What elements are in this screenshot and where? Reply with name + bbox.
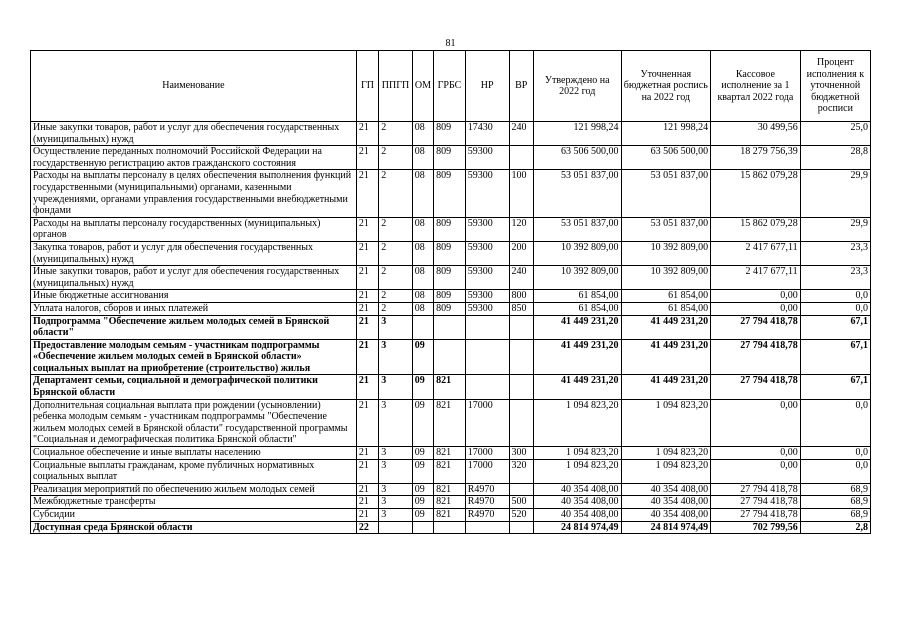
row-name: Подпрограмма "Обеспечение жильем молодых семей в Брянской области" <box>31 315 357 339</box>
row-approved: 53 051 837,00 <box>533 170 621 217</box>
row-ppgp: 2 <box>379 302 413 315</box>
row-percent: 2,8 <box>800 521 870 534</box>
row-percent: 29,9 <box>800 217 870 241</box>
table-row <box>31 315 871 339</box>
page-number: 81 <box>445 38 456 49</box>
row-vr: 240 <box>509 122 533 146</box>
table-row <box>31 375 871 399</box>
row-approved: 121 998,24 <box>533 122 621 146</box>
row-name: Предоставление молодым семьям - участникам подпрограммы «Обеспечение жильем молодых семей в Брянской области» социальных выплат на приобретение (строительство) жилья <box>31 339 357 375</box>
row-name: Социальные выплаты гражданам, кроме публичных нормативных социальных выплат <box>31 459 357 483</box>
row-cash: 15 862 079,28 <box>711 170 801 217</box>
row-grbs: 809 <box>434 217 466 241</box>
row-gp: 21 <box>356 496 378 509</box>
row-refined: 40 354 408,00 <box>621 509 711 522</box>
row-gp: 21 <box>356 266 378 290</box>
row-om <box>412 315 433 339</box>
row-cash: 27 794 418,78 <box>711 375 801 399</box>
row-vr: 240 <box>509 266 533 290</box>
row-om: 08 <box>412 170 433 217</box>
header-refined: Уточненная бюджетная роспись на 2022 год <box>621 51 711 122</box>
row-nr: 17000 <box>465 459 509 483</box>
row-refined: 53 051 837,00 <box>621 217 711 241</box>
row-name: Доступная среда Брянской области <box>31 521 357 534</box>
row-grbs: 809 <box>434 170 466 217</box>
row-nr: 59300 <box>465 217 509 241</box>
row-gp: 21 <box>356 375 378 399</box>
row-nr: 17000 <box>465 447 509 460</box>
row-approved: 10 392 809,00 <box>533 266 621 290</box>
row-nr: 59300 <box>465 241 509 265</box>
row-vr: 500 <box>509 496 533 509</box>
row-approved: 61 854,00 <box>533 290 621 303</box>
row-gp: 21 <box>356 302 378 315</box>
row-vr: 300 <box>509 447 533 460</box>
row-ppgp: 2 <box>379 266 413 290</box>
row-grbs: 821 <box>434 399 466 446</box>
row-refined: 24 814 974,49 <box>621 521 711 534</box>
row-ppgp: 3 <box>379 509 413 522</box>
row-om: 08 <box>412 266 433 290</box>
row-cash: 2 417 677,11 <box>711 241 801 265</box>
row-ppgp: 3 <box>379 315 413 339</box>
header-percent: Процент исполнения к уточненной бюджетной росписи <box>800 51 870 122</box>
row-refined: 121 998,24 <box>621 122 711 146</box>
row-approved: 41 449 231,20 <box>533 339 621 375</box>
row-ppgp: 2 <box>379 290 413 303</box>
row-grbs: 821 <box>434 447 466 460</box>
row-om: 08 <box>412 217 433 241</box>
header-om: ОМ <box>412 51 433 122</box>
table-row <box>31 170 871 217</box>
row-grbs: 809 <box>434 290 466 303</box>
row-refined: 61 854,00 <box>621 290 711 303</box>
row-name: Расходы на выплаты персоналу в целях обеспечения выполнения функций государственными (муниципальными) органами, казенными учреждениями, органами управления государственными внебюджетными фондами <box>31 170 357 217</box>
row-nr: 17000 <box>465 399 509 446</box>
row-vr: 520 <box>509 509 533 522</box>
row-vr <box>509 521 533 534</box>
row-vr <box>509 339 533 375</box>
table-row <box>31 459 871 483</box>
row-om: 09 <box>412 339 433 375</box>
table-row <box>31 122 871 146</box>
row-ppgp: 3 <box>379 459 413 483</box>
row-nr <box>465 375 509 399</box>
row-gp: 21 <box>356 339 378 375</box>
row-grbs: 821 <box>434 509 466 522</box>
row-percent: 0,0 <box>800 290 870 303</box>
header-gp: ГП <box>356 51 378 122</box>
row-ppgp <box>379 521 413 534</box>
row-vr: 120 <box>509 217 533 241</box>
row-om: 08 <box>412 146 433 170</box>
row-ppgp: 2 <box>379 217 413 241</box>
row-om: 09 <box>412 483 433 496</box>
row-name: Закупка товаров, работ и услуг для обеспечения государственных (муниципальных) нужд <box>31 241 357 265</box>
row-om: 09 <box>412 496 433 509</box>
row-refined: 41 449 231,20 <box>621 339 711 375</box>
table-row <box>31 509 871 522</box>
row-name: Департамент семьи, социальной и демографической политики Брянской области <box>31 375 357 399</box>
row-name: Субсидии <box>31 509 357 522</box>
row-cash: 0,00 <box>711 447 801 460</box>
row-vr <box>509 146 533 170</box>
row-percent: 68,9 <box>800 509 870 522</box>
row-nr: 59300 <box>465 302 509 315</box>
table-row <box>31 217 871 241</box>
row-grbs: 809 <box>434 122 466 146</box>
table-row <box>31 290 871 303</box>
header-nr: НР <box>465 51 509 122</box>
row-name: Межбюджетные трансферты <box>31 496 357 509</box>
row-approved: 61 854,00 <box>533 302 621 315</box>
row-nr: R4970 <box>465 509 509 522</box>
row-cash: 27 794 418,78 <box>711 509 801 522</box>
row-om: 09 <box>412 447 433 460</box>
row-vr: 200 <box>509 241 533 265</box>
row-vr: 850 <box>509 302 533 315</box>
row-refined: 41 449 231,20 <box>621 375 711 399</box>
row-grbs <box>434 339 466 375</box>
row-refined: 40 354 408,00 <box>621 483 711 496</box>
row-ppgp: 3 <box>379 496 413 509</box>
table-row <box>31 302 871 315</box>
row-gp: 21 <box>356 483 378 496</box>
row-gp: 21 <box>356 509 378 522</box>
row-percent: 68,9 <box>800 483 870 496</box>
row-nr: 59300 <box>465 266 509 290</box>
row-approved: 41 449 231,20 <box>533 315 621 339</box>
row-cash: 27 794 418,78 <box>711 339 801 375</box>
row-vr: 800 <box>509 290 533 303</box>
row-gp: 21 <box>356 399 378 446</box>
row-percent: 67,1 <box>800 339 870 375</box>
table-header-row <box>31 51 871 122</box>
row-cash: 0,00 <box>711 290 801 303</box>
header-vr: ВР <box>509 51 533 122</box>
row-name: Иные бюджетные ассигнования <box>31 290 357 303</box>
table-row <box>31 483 871 496</box>
row-grbs: 821 <box>434 375 466 399</box>
row-name: Осуществление переданных полномочий Российской Федерации на государственную регистрацию актов гражданского состояния <box>31 146 357 170</box>
row-gp: 21 <box>356 217 378 241</box>
row-cash: 2 417 677,11 <box>711 266 801 290</box>
row-percent: 0,0 <box>800 399 870 446</box>
row-approved: 40 354 408,00 <box>533 509 621 522</box>
row-approved: 1 094 823,20 <box>533 447 621 460</box>
row-nr: 59300 <box>465 290 509 303</box>
row-vr <box>509 399 533 446</box>
row-gp: 21 <box>356 290 378 303</box>
row-approved: 63 506 500,00 <box>533 146 621 170</box>
row-name: Иные закупки товаров, работ и услуг для обеспечения государственных (муниципальных) нужд <box>31 122 357 146</box>
row-refined: 63 506 500,00 <box>621 146 711 170</box>
row-om: 09 <box>412 509 433 522</box>
row-gp: 21 <box>356 146 378 170</box>
row-gp: 21 <box>356 315 378 339</box>
row-cash: 27 794 418,78 <box>711 496 801 509</box>
row-grbs <box>434 521 466 534</box>
row-cash: 0,00 <box>711 459 801 483</box>
row-ppgp: 3 <box>379 447 413 460</box>
row-approved: 1 094 823,20 <box>533 459 621 483</box>
header-name: Наименование <box>31 51 357 122</box>
budget-table <box>30 50 871 534</box>
row-om: 08 <box>412 122 433 146</box>
row-nr: 59300 <box>465 170 509 217</box>
row-nr: 59300 <box>465 146 509 170</box>
row-gp: 21 <box>356 170 378 217</box>
row-grbs: 809 <box>434 302 466 315</box>
row-cash: 0,00 <box>711 302 801 315</box>
header-ppgp: ППГП <box>379 51 413 122</box>
row-om: 09 <box>412 459 433 483</box>
row-grbs: 821 <box>434 496 466 509</box>
row-percent: 67,1 <box>800 315 870 339</box>
row-approved: 10 392 809,00 <box>533 241 621 265</box>
row-ppgp: 2 <box>379 241 413 265</box>
row-vr <box>509 483 533 496</box>
header-grbs: ГРБС <box>434 51 466 122</box>
row-grbs: 809 <box>434 241 466 265</box>
row-percent: 0,0 <box>800 447 870 460</box>
row-percent: 0,0 <box>800 302 870 315</box>
row-gp: 21 <box>356 241 378 265</box>
row-ppgp: 3 <box>379 339 413 375</box>
row-ppgp: 3 <box>379 375 413 399</box>
row-vr: 100 <box>509 170 533 217</box>
row-cash: 27 794 418,78 <box>711 315 801 339</box>
row-om: 08 <box>412 241 433 265</box>
row-percent: 23,3 <box>800 266 870 290</box>
table-row <box>31 399 871 446</box>
table-row <box>31 447 871 460</box>
row-nr <box>465 339 509 375</box>
row-om: 09 <box>412 375 433 399</box>
row-percent: 25,0 <box>800 122 870 146</box>
row-approved: 40 354 408,00 <box>533 496 621 509</box>
row-percent: 68,9 <box>800 496 870 509</box>
row-om: 08 <box>412 302 433 315</box>
row-gp: 21 <box>356 447 378 460</box>
row-refined: 61 854,00 <box>621 302 711 315</box>
row-refined: 1 094 823,20 <box>621 399 711 446</box>
row-percent: 67,1 <box>800 375 870 399</box>
row-vr <box>509 375 533 399</box>
table-body <box>31 122 871 534</box>
row-cash: 15 862 079,28 <box>711 217 801 241</box>
row-grbs: 809 <box>434 146 466 170</box>
row-grbs <box>434 315 466 339</box>
row-gp: 21 <box>356 459 378 483</box>
row-grbs: 821 <box>434 483 466 496</box>
row-name: Иные закупки товаров, работ и услуг для обеспечения государственных (муниципальных) нужд <box>31 266 357 290</box>
row-om: 09 <box>412 399 433 446</box>
row-percent: 23,3 <box>800 241 870 265</box>
row-name: Уплата налогов, сборов и иных платежей <box>31 302 357 315</box>
row-cash: 27 794 418,78 <box>711 483 801 496</box>
row-name: Реализация мероприятий по обеспечению жильем молодых семей <box>31 483 357 496</box>
row-name: Расходы на выплаты персоналу государственных (муниципальных) органов <box>31 217 357 241</box>
row-cash: 30 499,56 <box>711 122 801 146</box>
row-cash: 18 279 756,39 <box>711 146 801 170</box>
row-refined: 41 449 231,20 <box>621 315 711 339</box>
row-nr <box>465 315 509 339</box>
row-vr: 320 <box>509 459 533 483</box>
row-cash: 702 799,56 <box>711 521 801 534</box>
row-om: 08 <box>412 290 433 303</box>
row-name: Дополнительная социальная выплата при рождении (усыновлении) ребенка молодым семьям - участникам подпрограммы "Обеспечение жильем молодых семей в Брянской области" государственной программы "Социальная и демографическая политика Брянской области" <box>31 399 357 446</box>
row-nr: R4970 <box>465 496 509 509</box>
row-ppgp: 3 <box>379 483 413 496</box>
row-nr <box>465 521 509 534</box>
row-cash: 0,00 <box>711 399 801 446</box>
header-cash: Кассовое исполнение за 1 квартал 2022 года <box>711 51 801 122</box>
table-row <box>31 496 871 509</box>
row-ppgp: 2 <box>379 122 413 146</box>
row-refined: 40 354 408,00 <box>621 496 711 509</box>
row-refined: 1 094 823,20 <box>621 447 711 460</box>
row-approved: 40 354 408,00 <box>533 483 621 496</box>
table-row <box>31 521 871 534</box>
row-om <box>412 521 433 534</box>
row-vr <box>509 315 533 339</box>
row-ppgp: 3 <box>379 399 413 446</box>
row-refined: 10 392 809,00 <box>621 266 711 290</box>
header-approved: Утверждено на 2022 год <box>533 51 621 122</box>
row-grbs: 809 <box>434 266 466 290</box>
row-percent: 0,0 <box>800 459 870 483</box>
row-percent: 29,9 <box>800 170 870 217</box>
row-approved: 1 094 823,20 <box>533 399 621 446</box>
table-row <box>31 241 871 265</box>
row-refined: 10 392 809,00 <box>621 241 711 265</box>
row-gp: 22 <box>356 521 378 534</box>
row-approved: 41 449 231,20 <box>533 375 621 399</box>
row-refined: 1 094 823,20 <box>621 459 711 483</box>
row-grbs: 821 <box>434 459 466 483</box>
row-approved: 24 814 974,49 <box>533 521 621 534</box>
row-ppgp: 2 <box>379 146 413 170</box>
row-percent: 28,8 <box>800 146 870 170</box>
row-gp: 21 <box>356 122 378 146</box>
table-row <box>31 266 871 290</box>
row-nr: R4970 <box>465 483 509 496</box>
row-refined: 53 051 837,00 <box>621 170 711 217</box>
table-row <box>31 146 871 170</box>
row-ppgp: 2 <box>379 170 413 217</box>
table-row <box>31 339 871 375</box>
row-name: Социальное обеспечение и иные выплаты населению <box>31 447 357 460</box>
row-nr: 17430 <box>465 122 509 146</box>
row-approved: 53 051 837,00 <box>533 217 621 241</box>
